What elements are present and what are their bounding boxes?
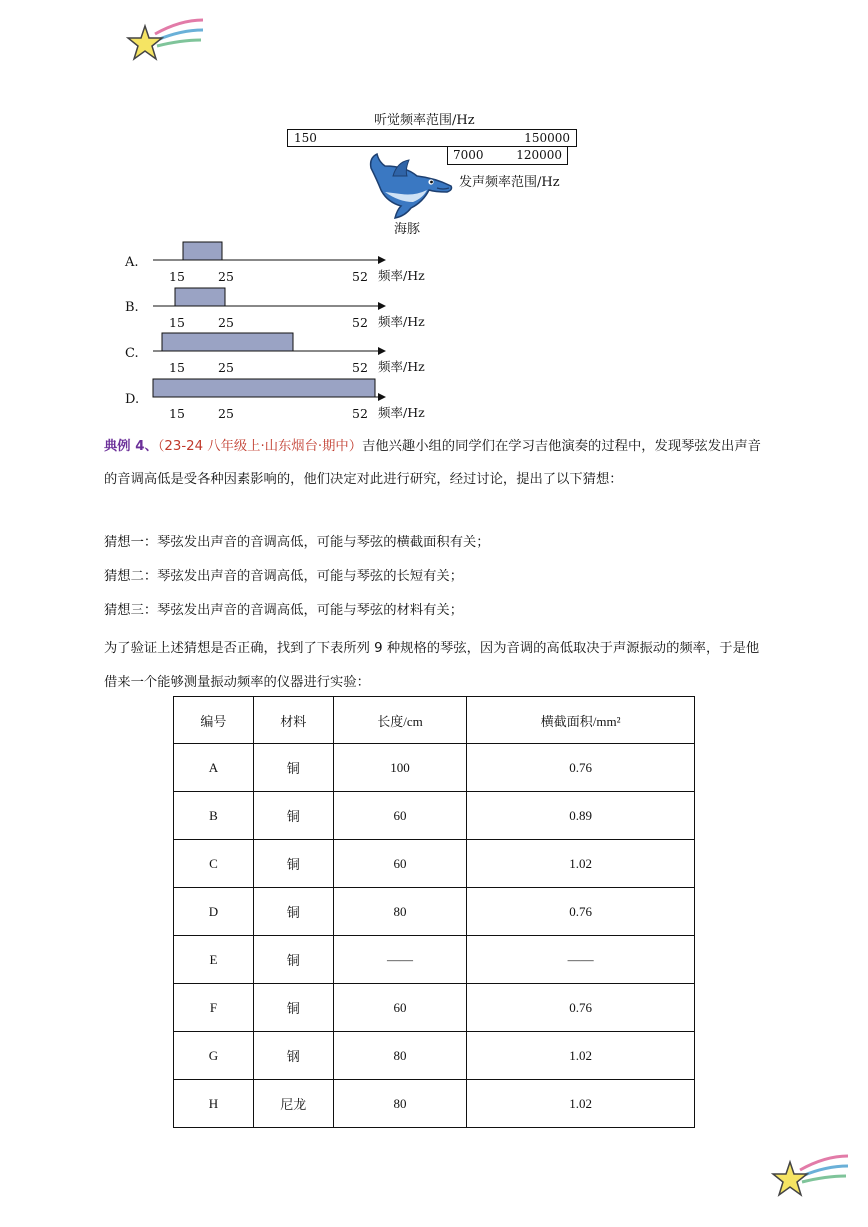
table-row xyxy=(174,840,695,888)
cell-area: 1.02 xyxy=(467,840,695,888)
option-b-letter: B. xyxy=(125,300,139,315)
hearing-min-label: 150 xyxy=(294,131,317,145)
cell-id: H xyxy=(174,1080,254,1128)
string-spec-table xyxy=(173,696,695,1128)
cell-area: 1.02 xyxy=(467,1032,695,1080)
cell-id: D xyxy=(174,888,254,936)
cell-area: 1.02 xyxy=(467,1080,695,1128)
dolphin-icon xyxy=(365,152,457,220)
cell-length: 80 xyxy=(333,1032,467,1080)
voice-range-box xyxy=(447,147,568,165)
cell-length: 60 xyxy=(333,840,467,888)
shooting-star-icon xyxy=(125,16,205,66)
table-row xyxy=(174,1080,695,1128)
cell-material: 铜 xyxy=(253,984,333,1032)
header-area: 横截面积/mm² xyxy=(467,697,695,744)
cell-id: E xyxy=(174,936,254,984)
option-c-tick-52: 52 xyxy=(352,360,368,375)
cell-length: 60 xyxy=(333,792,467,840)
example-label: 典例 4、 xyxy=(104,439,158,454)
guess-1: 猜想一：琴弦发出声音的音调高低，可能与琴弦的横截面积有关； xyxy=(104,535,490,550)
option-a-tick-15: 15 xyxy=(169,269,185,284)
cell-id: G xyxy=(174,1032,254,1080)
option-a-range-bar xyxy=(183,242,222,260)
voice-min-label: 7000 xyxy=(453,148,484,162)
cell-material: 铜 xyxy=(253,744,333,792)
option-b-tick-15: 15 xyxy=(169,315,185,330)
cell-length: 80 xyxy=(333,888,467,936)
shooting-star-icon xyxy=(770,1152,850,1202)
example-intro-text: 吉他兴趣小组的同学们在学习吉他演奏的过程中，发现琴弦发出声音的音调高低是受各种因素影响的，他们决定对此进行研究，经过讨论，提出了以下猜想： xyxy=(104,439,761,487)
option-a-axis-unit: 频率/Hz xyxy=(378,268,425,283)
cell-material: 铜 xyxy=(253,936,333,984)
cell-length: 60 xyxy=(333,984,467,1032)
table-row xyxy=(174,744,695,792)
table-row xyxy=(174,984,695,1032)
option-c-tick-25: 25 xyxy=(218,360,234,375)
option-d-tick-25: 25 xyxy=(218,406,234,421)
table-row xyxy=(174,936,695,984)
hearing-max-label: 150000 xyxy=(524,131,570,145)
cell-material: 尼龙 xyxy=(253,1080,333,1128)
method-text: 为了验证上述猜想是否正确，找到了下表所列 9 种规格的琴弦，因为音调的高低取决于声源振动的频率，于是他借来一个能够测量振动频率的仪器进行实验： xyxy=(104,641,760,690)
cell-material: 铜 xyxy=(253,888,333,936)
option-d-axis-unit: 频率/Hz xyxy=(378,405,425,420)
table-row xyxy=(174,792,695,840)
cell-area: 0.76 xyxy=(467,888,695,936)
option-b-tick-25: 25 xyxy=(218,315,234,330)
dolphin-label: 海豚 xyxy=(394,222,421,237)
guess-2: 猜想二：琴弦发出声音的音调高低，可能与琴弦的长短有关； xyxy=(104,569,464,584)
option-a-tick-52: 52 xyxy=(352,269,368,284)
cell-area: —— xyxy=(467,936,695,984)
table-row xyxy=(174,888,695,936)
option-c-range-bar xyxy=(162,333,293,351)
cell-id: F xyxy=(174,984,254,1032)
table-row xyxy=(174,1032,695,1080)
option-b-tick-52: 52 xyxy=(352,315,368,330)
voice-max-label: 120000 xyxy=(516,148,562,162)
option-b-range-bar xyxy=(175,288,225,306)
option-d-range-bar xyxy=(153,379,375,397)
option-c-letter: C. xyxy=(125,346,139,361)
header-id: 编号 xyxy=(174,697,254,744)
option-a-letter: A. xyxy=(125,255,139,270)
header-length: 长度/cm xyxy=(333,697,467,744)
example-source: （23-24 八年级上·山东烟台·期中） xyxy=(157,439,363,454)
guess-3: 猜想三：琴弦发出声音的音调高低，可能与琴弦的材料有关； xyxy=(104,603,464,618)
option-b-axis-unit: 频率/Hz xyxy=(378,314,425,329)
cell-length: —— xyxy=(333,936,467,984)
cell-area: 0.89 xyxy=(467,792,695,840)
cell-id: B xyxy=(174,792,254,840)
cell-area: 0.76 xyxy=(467,744,695,792)
option-d-letter: D. xyxy=(125,392,140,407)
cell-id: C xyxy=(174,840,254,888)
cell-length: 100 xyxy=(333,744,467,792)
cell-id: A xyxy=(174,744,254,792)
header-material: 材料 xyxy=(253,697,333,744)
option-d-tick-52: 52 xyxy=(352,406,368,421)
option-a-tick-25: 25 xyxy=(218,269,234,284)
cell-material: 铜 xyxy=(253,792,333,840)
hearing-range-caption: 听觉频率范围/Hz xyxy=(374,113,475,128)
option-d-tick-15: 15 xyxy=(169,406,185,421)
cell-length: 80 xyxy=(333,1080,467,1128)
option-c-axis-unit: 频率/Hz xyxy=(378,359,425,374)
example-intro xyxy=(104,430,764,496)
cell-material: 钢 xyxy=(253,1032,333,1080)
voice-range-caption: 发声频率范围/Hz xyxy=(459,175,560,190)
cell-area: 0.76 xyxy=(467,984,695,1032)
cell-material: 铜 xyxy=(253,840,333,888)
option-c-tick-15: 15 xyxy=(169,360,185,375)
hearing-range-box xyxy=(287,129,577,147)
table-header-row xyxy=(174,697,695,744)
